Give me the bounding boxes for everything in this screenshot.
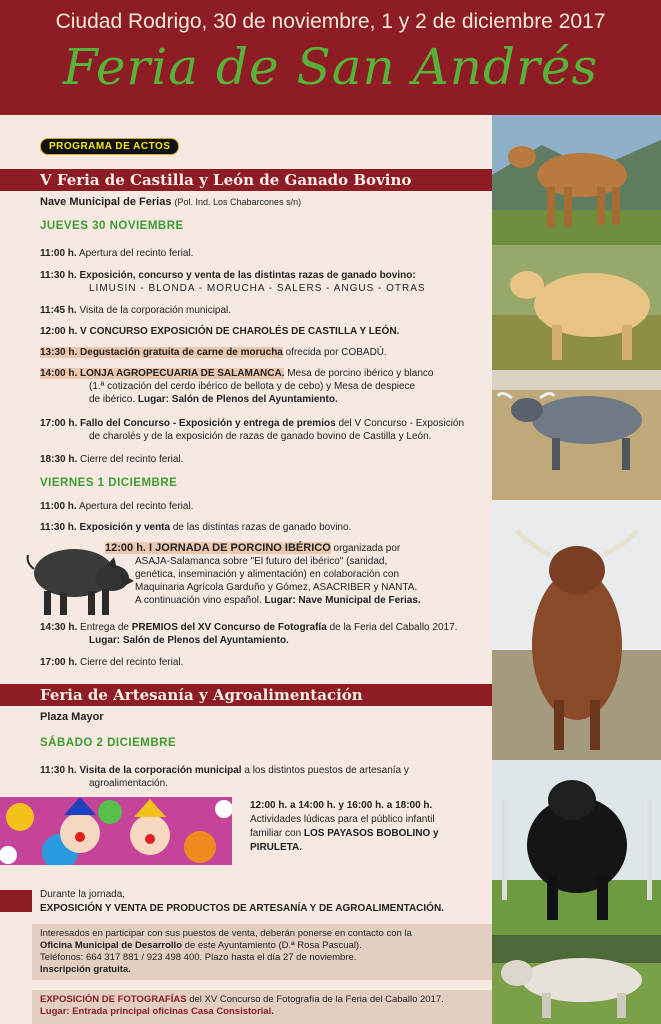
event-text-line: agroalimentación. [89, 778, 168, 789]
event-time: 11:30 h. [40, 270, 77, 281]
event-time: 18:30 h. [40, 454, 78, 465]
foto-title: EXPOSICIÓN DE FOTOGRAFÍAS [40, 994, 187, 1005]
event-time: 11:00 h. [40, 501, 77, 512]
event-text: Exposición, concurso y venta de las distintas razas de ganado bovino: [79, 270, 416, 281]
clown-text-line: familiar con [250, 828, 302, 839]
event-highlight: PREMIOS del XV Concurso de Fotografía [131, 622, 327, 633]
event-text: Apertura del recinto ferial. [78, 248, 194, 259]
event-row [40, 500, 480, 513]
event-time: 17:00 h. [40, 418, 78, 429]
program-badge: PROGRAMA DE ACTOS [40, 138, 179, 155]
event-time: 11:30 h. [40, 522, 77, 533]
event-time: 11:30 h. [40, 765, 77, 776]
clown-names-end: PIRULETA. [250, 842, 303, 853]
jornada-intro: Durante la jornada, [40, 889, 126, 900]
event-row [40, 367, 480, 406]
event-time: 11:00 h. [40, 248, 77, 259]
day-label-thursday: JUEVES 30 NOVIEMBRE [40, 220, 184, 232]
event-location: Lugar: Salón de Plenos del Ayuntamiento. [137, 394, 338, 405]
event-highlight: I JORNADA DE PORCINO IBÉRICO [149, 542, 331, 554]
venue-plaza-mayor: Plaza Mayor [40, 711, 104, 723]
venue-nave [40, 196, 301, 208]
cattle-photo-column [492, 115, 661, 1024]
photo-black-bull [492, 760, 661, 935]
event-text-line: genética, inseminación y alimentación) en colaboración con [135, 569, 400, 580]
event-highlight: Exposición y venta [79, 522, 171, 533]
foto-location: Lugar: Entrada principal oficinas Casa Consistorial. [40, 1006, 274, 1017]
event-time: 12:00 h. [40, 326, 78, 337]
event-time: 14:30 h. [40, 622, 78, 633]
photo-blonde-cow [492, 245, 661, 370]
event-highlight: Visita de la corporación municipal [79, 765, 242, 776]
clowns-image [0, 797, 232, 865]
event-row [40, 346, 480, 359]
event-time: 14:00 h. [40, 368, 78, 379]
event-row [40, 656, 480, 669]
venue-name: Nave Municipal de Ferias [40, 196, 172, 208]
info-box [32, 924, 492, 980]
event-row [40, 247, 480, 260]
jornada-note [40, 888, 480, 916]
day-label-friday: VIERNES 1 DICIEMBRE [40, 477, 178, 489]
event-highlight: Degustación gratuita de carne de morucha [80, 347, 283, 358]
event-text-line: (1.ª cotización del cerdo ibérico de bellota y de cebo) y Mesa de despiece [89, 381, 416, 392]
event-row [40, 269, 480, 295]
event-text: a los distintos puestos de artesanía y [244, 765, 409, 776]
info-line: de este Ayuntamiento (D.ª Rosa Pascual). [184, 940, 362, 951]
event-time: 11:45 h. [40, 305, 77, 316]
event-location: Lugar: Salón de Plenos del Ayuntamiento. [89, 635, 289, 646]
event-text: V CONCURSO EXPOSICIÓN DE CHAROLÉS DE CASTILLA Y LEÓN. [80, 326, 400, 337]
header-title: Feria de San Andrés [62, 38, 599, 96]
photo-morucha-cow [492, 370, 661, 500]
event-time: 17:00 h. [40, 657, 78, 668]
event-highlight: Fallo del Concurso - Exposición y entrega de premios [80, 418, 336, 429]
event-text-line: de ibérico. [89, 394, 136, 405]
photo-white-bull [492, 935, 661, 1024]
event-text: Mesa de porcino ibérico y blanco [287, 368, 434, 379]
clown-text-line: Actividades lúdicas para el público infantil [250, 814, 435, 825]
foto-text: del XV Concurso de Fotografía de la Feria del Caballo 2017. [189, 994, 444, 1005]
event-time: 12:00 h. [105, 542, 146, 554]
event-row [40, 325, 480, 338]
event-text-line: ASAJA-Salamanca sobre "El futuro del ibérico" (sanidad, [135, 556, 388, 567]
event-text: del V Concurso - Exposición [338, 418, 465, 429]
event-text-line: A continuación vino español. [135, 595, 262, 606]
event-text: Entrega de [80, 622, 129, 633]
event-text: de las distintas razas de ganado bovino. [172, 522, 352, 533]
event-text-line: Maquinaria Agrícola Garduño y Gómez, ASACRIBER y NANTA. [135, 582, 418, 593]
event-location: Lugar: Nave Municipal de Ferias. [264, 595, 421, 606]
event-text: ofrecida por COBADÚ. [285, 347, 387, 358]
event-porcino [105, 542, 485, 607]
section-title-bovino: V Feria de Castilla y León de Ganado Bovino [0, 169, 492, 191]
event-text: Apertura del recinto ferial. [78, 501, 194, 512]
info-line: Interesados en participar con sus puestos de venta, deberán ponerse en contacto con la [40, 928, 412, 939]
header-banner [0, 0, 661, 115]
section-title-artesania: Feria de Artesanía y Agroalimentación [0, 684, 492, 706]
event-highlight: LONJA AGROPECUARIA DE SALAMANCA. [80, 368, 285, 379]
event-text: Visita de la corporación municipal. [79, 305, 232, 316]
header-subtitle: Ciudad Rodrigo, 30 de noviembre, 1 y 2 de diciembre 2017 [55, 10, 606, 33]
info-office: Oficina Municipal de Desarrollo [40, 940, 183, 951]
venue-detail: (Pol. Ind. Los Chabarcones s/n) [174, 197, 302, 207]
clown-time: 12:00 h. a 14:00 h. y 16:00 h. a 18:00 h. [250, 800, 433, 811]
event-row [40, 304, 480, 317]
info-free: Inscripción gratuita. [40, 964, 131, 975]
clown-activity [250, 799, 480, 855]
event-row [40, 453, 480, 466]
photo-limousin-calf [492, 115, 661, 245]
photo-exhibition-box [32, 990, 492, 1024]
event-text: Cierre del recinto ferial. [80, 657, 184, 668]
event-text-line: de charolés y de la exposición de razas de ganado bovino de Castilla y León. [89, 431, 432, 442]
day-label-saturday: SÁBADO 2 DICIEMBRE [40, 737, 177, 749]
clown-names: LOS PAYASOS BOBOLINO y [303, 828, 439, 839]
event-text: organizada por [333, 543, 401, 554]
info-phones: Teléfonos: 664 317 881 / 923 498 400. Plazo hasta el día 27 de noviembre. [40, 952, 357, 963]
event-time: 13:30 h. [40, 347, 78, 358]
photo-brown-bull [492, 500, 661, 760]
event-row [40, 417, 480, 443]
event-row [40, 621, 480, 647]
event-row [40, 764, 480, 790]
jornada-text: EXPOSICIÓN Y VENTA DE PRODUCTOS DE ARTESANÍA Y DE AGROALIMENTACIÓN. [40, 903, 444, 914]
event-text: Cierre del recinto ferial. [80, 454, 184, 465]
event-text: de la Feria del Caballo 2017. [329, 622, 458, 633]
breed-list: LIMUSIN - BLONDA - MORUCHA - SALERS - ANGUS - OTRAS [89, 283, 426, 294]
decorative-block [0, 890, 32, 912]
